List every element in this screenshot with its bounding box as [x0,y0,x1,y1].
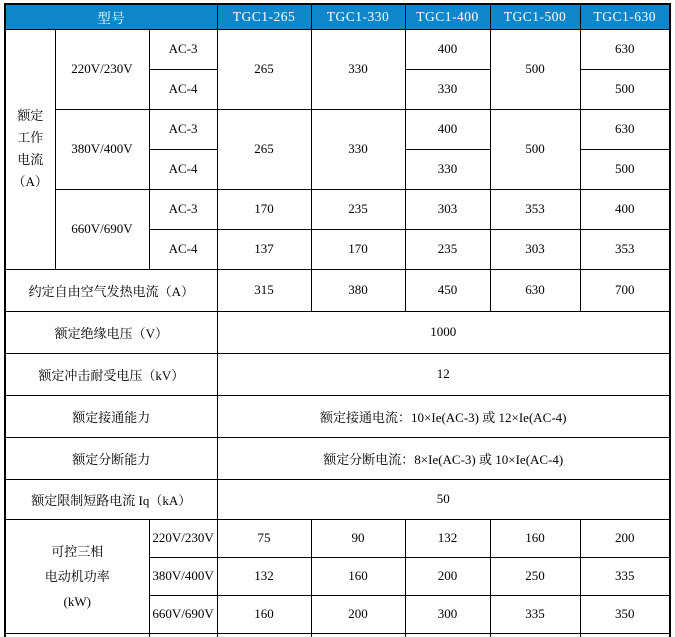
value-cell: 170 [217,189,311,229]
table-cell-empty [217,633,311,637]
value-cell: 75 [217,519,311,557]
value-cell: 353 [490,189,580,229]
voltage-cell: 660V/690V [55,189,149,269]
value-cell: 400 [580,189,670,229]
spec-table [4,3,671,637]
value-cell: 90 [311,519,405,557]
value-cell-merged: 额定分断电流：8×Ie(AC-3) 或 10×Ie(AC-4) [217,437,670,479]
value-cell: 330 [405,149,490,189]
value-cell: 160 [217,595,311,633]
header-cell-tgc1-265: TGC1-265 [217,4,311,29]
value-cell: 335 [490,595,580,633]
category-cell-ac4: AC-4 [149,149,217,189]
value-cell: 400 [405,29,490,69]
value-cell: 265 [217,29,311,109]
value-cell: 500 [490,109,580,189]
value-cell: 630 [490,269,580,311]
value-cell-merged: 50 [217,479,670,519]
table-row [5,311,670,353]
category-cell-ac3: AC-3 [149,109,217,149]
label-line: 电流 [17,152,44,167]
value-cell: 700 [580,269,670,311]
voltage-cell: 660V/690V [149,595,217,633]
value-cell: 300 [405,595,490,633]
table-row [5,269,670,311]
label-line: 电动机功率 [44,568,110,584]
table-row [5,519,670,557]
value-cell: 160 [311,557,405,595]
label-line: （A） [12,174,48,189]
value-cell: 303 [405,189,490,229]
value-cell: 330 [311,29,405,109]
header-cell-tgc1-500: TGC1-500 [490,4,580,29]
table-row-clipped [5,633,670,637]
row-label-breaking-capacity: 额定分断能力 [5,437,217,479]
voltage-cell: 220V/230V [55,29,149,109]
value-cell-merged: 12 [217,353,670,395]
value-cell-merged: 1000 [217,311,670,353]
value-cell: 500 [580,69,670,109]
table-cell-empty [490,633,580,637]
row-label-short-circuit-current: 额定限制短路电流 Iq（kA） [5,479,217,519]
value-cell: 630 [580,29,670,69]
value-cell: 200 [405,557,490,595]
category-cell-ac4: AC-4 [149,229,217,269]
table-header-row [5,4,670,29]
row-label-thermal-current: 约定自由空气发热电流（A） [5,269,217,311]
value-cell: 500 [490,29,580,109]
value-cell: 303 [490,229,580,269]
value-cell-merged: 额定接通电流：10×Ie(AC-3) 或 12×Ie(AC-4) [217,395,670,437]
value-cell: 265 [217,109,311,189]
table-row [5,109,670,149]
voltage-cell: 380V/400V [55,109,149,189]
header-cell-tgc1-630: TGC1-630 [580,4,670,29]
row-label-impulse-voltage: 额定冲击耐受电压（kV） [5,353,217,395]
value-cell: 200 [311,595,405,633]
row-label-making-capacity: 额定接通能力 [5,395,217,437]
voltage-cell: 380V/400V [149,557,217,595]
label-line: 额定 [17,108,44,123]
table-row [5,189,670,229]
category-cell-ac4: AC-4 [149,69,217,109]
row-label-motor-power [5,519,149,633]
value-cell: 235 [311,189,405,229]
header-cell-tgc1-400: TGC1-400 [405,4,490,29]
value-cell: 132 [217,557,311,595]
table-cell-empty [311,633,405,637]
category-cell-ac3: AC-3 [149,189,217,229]
value-cell: 380 [311,269,405,311]
value-cell: 630 [580,109,670,149]
value-cell: 170 [311,229,405,269]
value-cell: 315 [217,269,311,311]
value-cell: 132 [405,519,490,557]
row-label-rated-current [5,29,55,269]
header-cell-model: 型号 [5,4,217,29]
table-cell-empty [580,633,670,637]
table-cell-empty [149,633,217,637]
header-cell-tgc1-330: TGC1-330 [311,4,405,29]
value-cell: 353 [580,229,670,269]
value-cell: 450 [405,269,490,311]
value-cell: 250 [490,557,580,595]
value-cell: 160 [490,519,580,557]
row-label-insulation-voltage: 额定绝缘电压（V） [5,311,217,353]
table-cell-empty [5,633,149,637]
table-row [5,29,670,69]
table-row [5,353,670,395]
voltage-cell: 220V/230V [149,519,217,557]
value-cell: 400 [405,109,490,149]
table-row [5,395,670,437]
value-cell: 350 [580,595,670,633]
table-cell-empty [405,633,490,637]
value-cell: 330 [405,69,490,109]
value-cell: 137 [217,229,311,269]
label-line: 可控三相 [51,543,104,559]
value-cell: 330 [311,109,405,189]
table-row [5,479,670,519]
value-cell: 200 [580,519,670,557]
value-cell: 235 [405,229,490,269]
label-line: (kW) [63,593,91,609]
label-line: 工作 [17,130,44,145]
value-cell: 500 [580,149,670,189]
table-row [5,437,670,479]
value-cell: 335 [580,557,670,595]
category-cell-ac3: AC-3 [149,29,217,69]
